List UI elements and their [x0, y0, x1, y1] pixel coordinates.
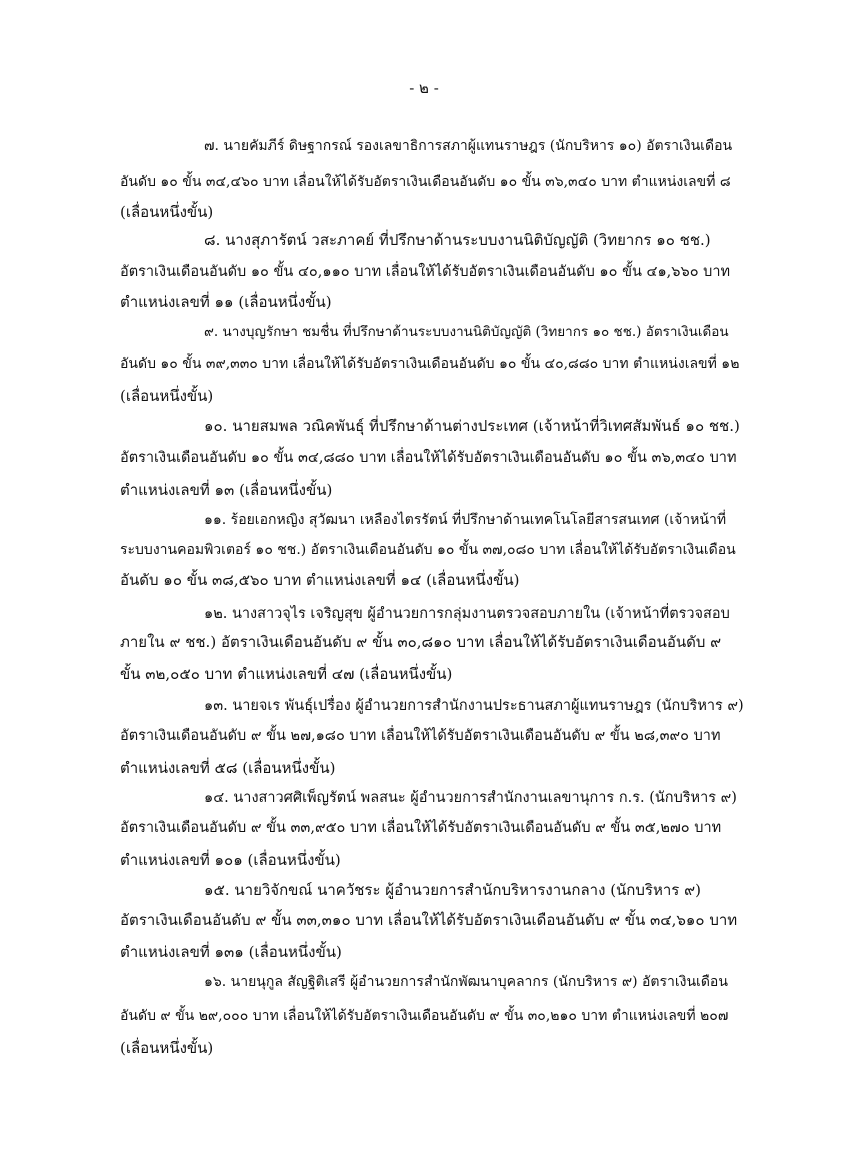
item-15-line-1: ๑๕. นายวิจักขณ์ นาควัชระ ผู้อำนวยการสำนักบริหารงานกลาง (นักบริหาร ๙)	[204, 881, 701, 899]
item-10-line-2: อัตราเงินเดือนอันดับ ๑๐ ขั้น ๓๔,๘๘๐ บาท เลื่อนให้ได้รับอัตราเงินเดือนอันดับ ๑๐ ขั้น ๓๖,๓๔๐ บาท	[120, 450, 737, 466]
item-13-line-3: ตำแหน่งเลขที่ ๕๘ (เลื่อนหนึ่งขั้น)	[120, 759, 336, 777]
item-13-line-2: อัตราเงินเดือนอันดับ ๙ ขั้น ๒๗,๑๘๐ บาท เลื่อนให้ได้รับอัตราเงินเดือนอันดับ ๙ ขั้น ๒๘,๓๙๐ บาท	[120, 728, 721, 744]
item-11-line-2: ระบบงานคอมพิวเตอร์ ๑๐ ชช.) อัตราเงินเดือนอันดับ ๑๐ ขั้น ๓๗,๐๘๐ บาท เลื่อนให้ได้รับอัตราเงินเดือน	[120, 542, 736, 558]
item-12-line-2: ภายใน ๙ ชช.) อัตราเงินเดือนอันดับ ๙ ขั้น ๓๐,๘๑๐ บาท เลื่อนให้ได้รับอัตราเงินเดือนอันดับ ๙	[120, 633, 722, 651]
item-9-line-1: ๙. นางบุญรักษา ชมชื่น ที่ปรึกษาด้านระบบงานนิติบัญญัติ (วิทยากร ๑๐ ชช.) อัตราเงินเดือน	[204, 324, 729, 340]
item-10-line-3: ตำแหน่งเลขที่ ๑๓ (เลื่อนหนึ่งขั้น)	[120, 481, 333, 499]
item-12-line-1: ๑๒. นางสาวจุไร เจริญสุข ผู้อำนวยการกลุ่มงานตรวจสอบภายใน (เจ้าหน้าที่ตรวจสอบ	[204, 606, 730, 622]
item-15-line-3: ตำแหน่งเลขที่ ๑๓๑ (เลื่อนหนึ่งขั้น)	[120, 943, 342, 961]
item-8-line-2: อัตราเงินเดือนอันดับ ๑๐ ขั้น ๔๐,๑๑๐ บาท เลื่อนให้ได้รับอัตราเงินเดือนอันดับ ๑๐ ขั้น ๔๑,๖๖๐ บาท	[120, 264, 731, 280]
item-7-line-1: ๗. นายคัมภีร์ ดิษฐากรณ์ รองเลขาธิการสภาผู้แทนราษฎร (นักบริหาร ๑๐) อัตราเงินเดือน	[204, 138, 733, 154]
item-16-line-2: อันดับ ๙ ขั้น ๒๙,๐๐๐ บาท เลื่อนให้ได้รับอัตราเงินเดือนอันดับ ๙ ขั้น ๓๐,๒๑๐ บาท ตำแหน่งเลขที่ ๒๐๗	[120, 1008, 729, 1024]
page-number: - ๒ -	[409, 79, 439, 97]
item-11-line-1: ๑๑. ร้อยเอกหญิง สุวัฒนา เหลืองไตรรัตน์ ที่ปรึกษาด้านเทคโนโลยีสารสนเทศ (เจ้าหน้าที่	[204, 512, 727, 528]
item-11-line-3: อันดับ ๑๐ ขั้น ๓๘,๕๖๐ บาท ตำแหน่งเลขที่ ๑๔ (เลื่อนหนึ่งขั้น)	[120, 571, 520, 589]
item-13-line-1: ๑๓. นายจเร พันธุ์เปรื่อง ผู้อำนวยการสำนักงานประธานสภาผู้แทนราษฎร (นักบริหาร ๙)	[204, 698, 744, 714]
item-12-line-3: ขั้น ๓๒,๐๕๐ บาท ตำแหน่งเลขที่ ๔๗ (เลื่อนหนึ่งขั้น)	[120, 665, 453, 683]
item-9-line-3: (เลื่อนหนึ่งขั้น)	[120, 387, 214, 405]
item-14-line-2: อัตราเงินเดือนอันดับ ๙ ขั้น ๓๓,๙๕๐ บาท เลื่อนให้ได้รับอัตราเงินเดือนอันดับ ๙ ขั้น ๓๕,๒๗๐ บาท	[120, 820, 722, 836]
item-14-line-3: ตำแหน่งเลขที่ ๑๐๑ (เลื่อนหนึ่งขั้น)	[120, 851, 341, 869]
item-7-line-2: อันดับ ๑๐ ขั้น ๓๔,๔๖๐ บาท เลื่อนให้ได้รับอัตราเงินเดือนอันดับ ๑๐ ขั้น ๓๖,๓๔๐ บาท ตำแหน่งเลขที่ ๘	[120, 174, 731, 190]
item-9-line-2: อันดับ ๑๐ ขั้น ๓๙,๓๓๐ บาท เลื่อนให้ได้รับอัตราเงินเดือนอันดับ ๑๐ ขั้น ๔๐,๘๘๐ บาท ตำแหน่งเลขที่ ๑๒	[120, 356, 740, 372]
item-7-line-3: (เลื่อนหนึ่งขั้น)	[120, 203, 214, 221]
item-8-line-3: ตำแหน่งเลขที่ ๑๑ (เลื่อนหนึ่งขั้น)	[120, 293, 332, 311]
item-16-line-1: ๑๖. นายนุกูล สัญฐิติเสรี ผู้อำนวยการสำนักพัฒนาบุคลากร (นักบริหาร ๙) อัตราเงินเดือน	[204, 974, 728, 990]
item-15-line-2: อัตราเงินเดือนอันดับ ๙ ขั้น ๓๓,๓๑๐ บาท เลื่อนให้ได้รับอัตราเงินเดือนอันดับ ๙ ขั้น ๓๔,๖๑๐ บาท	[120, 911, 738, 929]
item-16-line-3: (เลื่อนหนึ่งขั้น)	[120, 1039, 214, 1057]
item-8-line-1: ๘. นางสุภารัตน์ วสะภาคย์ ที่ปรึกษาด้านระบบงานนิติบัญญัติ (วิทยากร ๑๐ ชช.)	[204, 231, 711, 249]
item-14-line-1: ๑๔. นางสาวศศิเพ็ญรัตน์ พลสนะ ผู้อำนวยการสำนักงานเลขานุการ ก.ร. (นักบริหาร ๙)	[204, 790, 737, 806]
item-10-line-1: ๑๐. นายสมพล วณิคพันธุ์ ที่ปรึกษาด้านต่างประเทศ (เจ้าหน้าที่วิเทศสัมพันธ์ ๑๐ ชช.)	[204, 417, 740, 435]
